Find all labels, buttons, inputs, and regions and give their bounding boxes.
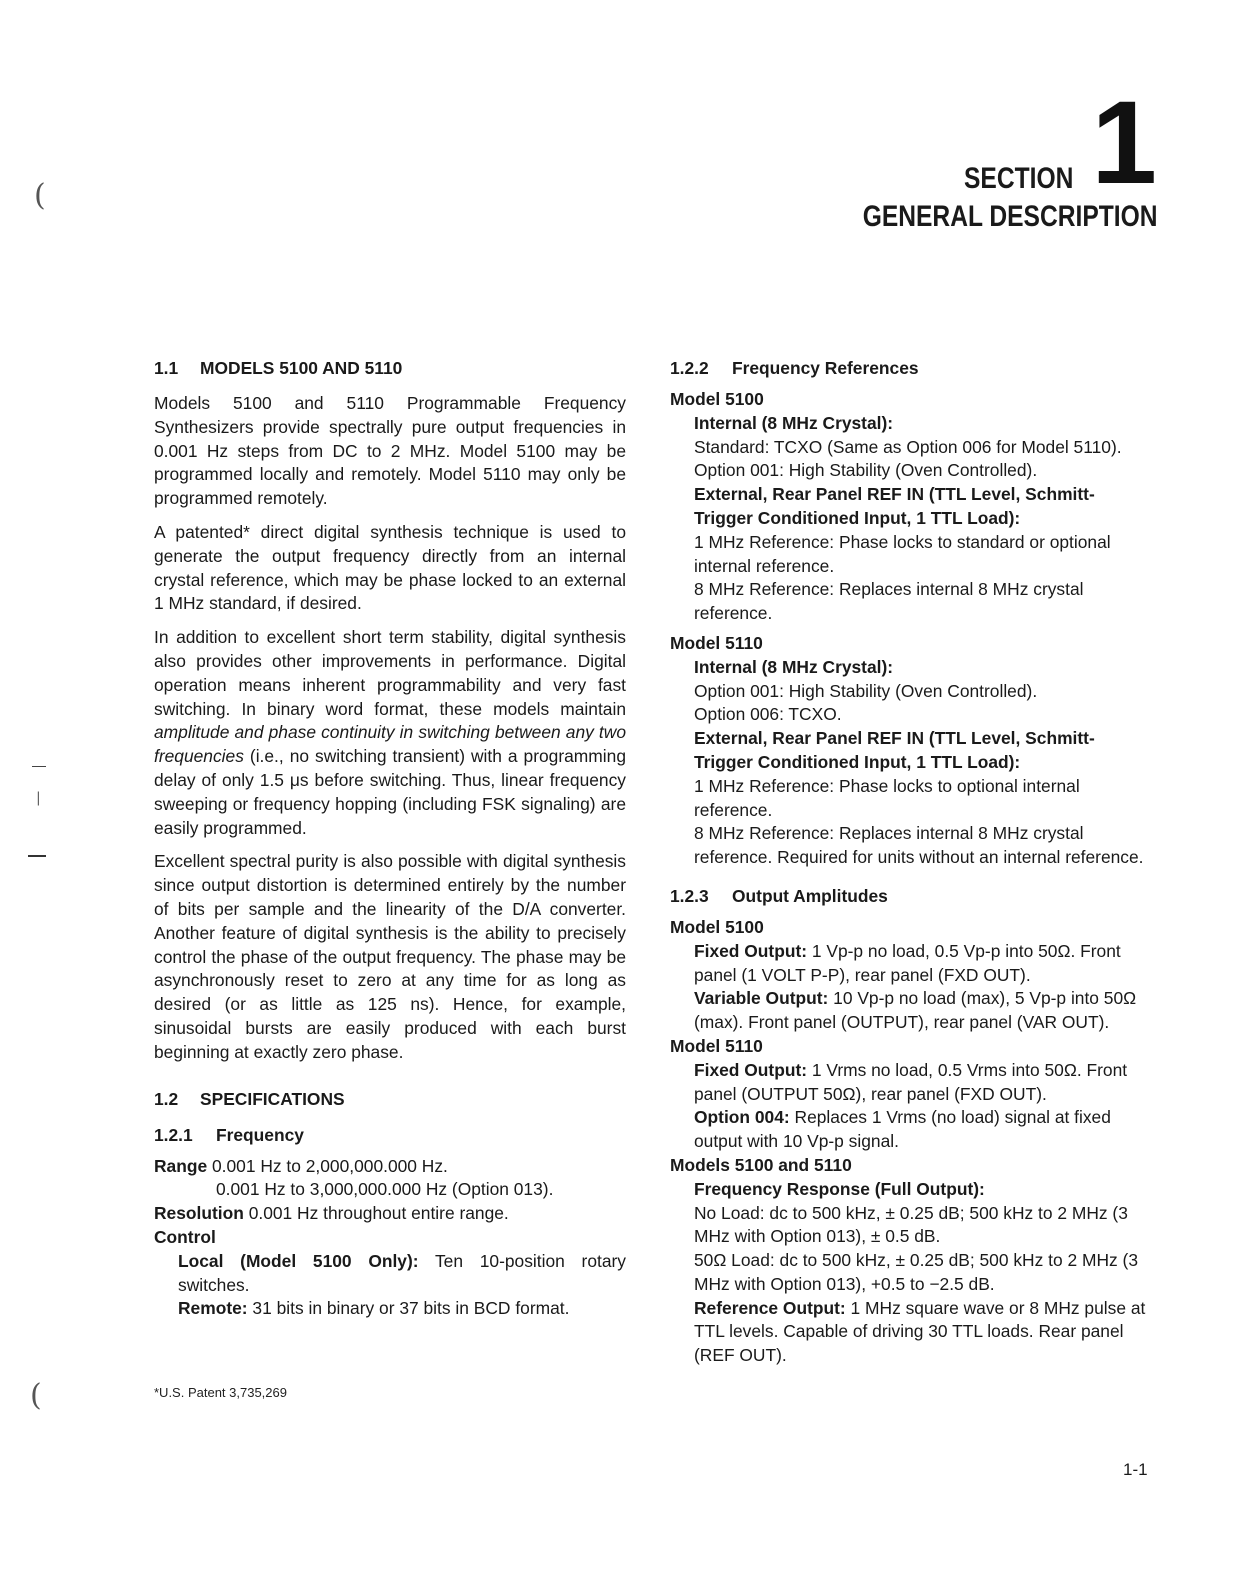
section-label: SECTION [963, 162, 1073, 195]
left-column [154, 356, 626, 1321]
section-number: 1 [1091, 77, 1155, 209]
heading-1-2-2: 1.2.2 Frequency References [670, 358, 919, 378]
spec-remote: Remote: 31 bits in binary or 37 bits in BCD format. [178, 1298, 570, 1319]
spec-internal: Internal (8 MHz Crystal): [694, 412, 894, 433]
spec-fixed-output: Fixed Output: 1 Vrms no load, 0.5 Vrms into 50Ω. Front panel (OUTPUT 50Ω), rear panel (FXD OUT). [694, 1059, 1128, 1104]
scan-mark: | [36, 790, 41, 806]
spec-internal: Internal (8 MHz Crystal): [694, 656, 894, 677]
page-number: 1-1 [1123, 1460, 1148, 1479]
model-label: Model 5110 [670, 632, 763, 653]
spec-variable-output: Variable Output: 10 Vp-p no load (max), 5 Vp-p into 50Ω (max). Front panel (OUTPUT), rear panel (VAR OUT). [694, 988, 1137, 1033]
scan-mark [32, 766, 46, 767]
paragraph: In addition to excellent short term stability, digital synthesis also provides other improvements in performance. Digital operation means inherent programmability and very fast switching. In binary word format, these models maintain amplitude and phase continuity in switching between any two frequencies (i.e., no switching transient) with a programming delay of only 1.5 μs before switching. Thus, linear frequency sweeping or frequency hopping (including FSK signaling) are easily programmed. [154, 627, 626, 838]
spec-external: External, Rear Panel REF IN (TTL Level, Schmitt-Trigger Conditioned Input, 1 TTL Load): [694, 728, 1095, 772]
model-label: Models 5100 and 5110 [670, 1154, 852, 1175]
scan-mark: ( [34, 178, 46, 213]
spec-text: 1 MHz Reference: Phase locks to optional internal reference. [694, 775, 1080, 820]
chapter-title: GENERAL DESCRIPTION [862, 200, 1157, 233]
spec-text: Option 006: TCXO. [694, 704, 842, 725]
model-label: Model 5100 [670, 916, 764, 937]
scan-mark: ( [30, 1378, 42, 1413]
spec-text: 1 MHz Reference: Phase locks to standard or optional internal reference. [694, 531, 1111, 576]
spec-range-option: 0.001 Hz to 3,000,000.000 Hz (Option 013). [216, 1179, 554, 1200]
spec-text: Option 001: High Stability (Oven Controlled). [694, 680, 1038, 701]
spec-control: Control [154, 1226, 216, 1247]
spec-frequency-response: Frequency Response (Full Output): [694, 1178, 985, 1199]
spec-range: Range 0.001 Hz to 2,000,000.000 Hz. [154, 1155, 448, 1176]
spec-local: Local (Model 5100 Only): Ten 10-position rotary switches. [178, 1250, 626, 1295]
spec-resolution: Resolution 0.001 Hz throughout entire range. [154, 1203, 509, 1224]
model-label: Model 5100 [670, 389, 764, 409]
spec-text: Standard: TCXO (Same as Option 006 for Model 5110). [694, 436, 1122, 457]
model-label: Model 5110 [670, 1035, 763, 1056]
paragraph: Models 5100 and 5110 Programmable Frequency Synthesizers provide spectrally pure output frequencies in 0.001 Hz steps from DC to 2 MHz. Model 5100 may be programmed locally and remotely. Model 5110 may only be programmed remotely. [154, 393, 626, 509]
paragraph: Excellent spectral purity is also possible with digital synthesis since output distortion is determined entirely by the number of bits per sample and the linearity of the D/A converter. Another feature of digital synthesis is the ability to precisely control the phase of the output frequency. The phase may be asynchronously reset to zero at any time for as long as desired (or as little as 125 ns). Hence, for example, sinusoidal bursts are easily produced with each burst beginning at exactly zero phase. [154, 851, 626, 1062]
scan-mark [28, 855, 46, 857]
heading-1-1: 1.1 MODELS 5100 AND 5110 [154, 358, 403, 378]
paragraph: A patented* direct digital synthesis technique is used to generate the output frequency directly from an internal crystal reference, which may be phase locked to an external 1 MHz standard, if desired. [154, 521, 626, 614]
spec-text: No Load: dc to 500 kHz, ± 0.25 dB; 500 kHz to 2 MHz (3 MHz with Option 013), ± 0.5 dB. [694, 1202, 1128, 1247]
section-header [0, 0, 1233, 260]
right-column [670, 356, 1146, 1368]
spec-reference-output: Reference Output: 1 MHz square wave or 8 MHz pulse at TTL levels. Capable of driving 30 TTL loads. Rear panel (REF OUT). [694, 1297, 1146, 1366]
spec-fixed-output: Fixed Output: 1 Vp-p no load, 0.5 Vp-p into 50Ω. Front panel (1 VOLT P-P), rear panel (FXD OUT). [694, 940, 1121, 985]
spec-option-004: Option 004: Replaces 1 Vrms (no load) signal at fixed output with 10 Vp-p signal. [694, 1107, 1111, 1152]
spec-text: 8 MHz Reference: Replaces internal 8 MHz crystal reference. Required for units without an internal reference. [694, 823, 1144, 868]
heading-1-2-1: 1.2.1 Frequency [154, 1124, 304, 1145]
spec-text: Option 001: High Stability (Oven Controlled). [694, 460, 1038, 481]
footnote: *U.S. Patent 3,735,269 [154, 1385, 287, 1400]
spec-text: 50Ω Load: dc to 500 kHz, ± 0.25 dB; 500 kHz to 2 MHz (3 MHz with Option 013), +0.5 to −2.5 dB. [694, 1250, 1139, 1294]
heading-1-2: 1.2 SPECIFICATIONS [154, 1088, 345, 1109]
heading-1-2-3: 1.2.3 Output Amplitudes [670, 885, 888, 906]
spec-external: External, Rear Panel REF IN (TTL Level, Schmitt-Trigger Conditioned Input, 1 TTL Load): [694, 484, 1095, 528]
spec-text: 8 MHz Reference: Replaces internal 8 MHz crystal reference. [694, 579, 1084, 624]
